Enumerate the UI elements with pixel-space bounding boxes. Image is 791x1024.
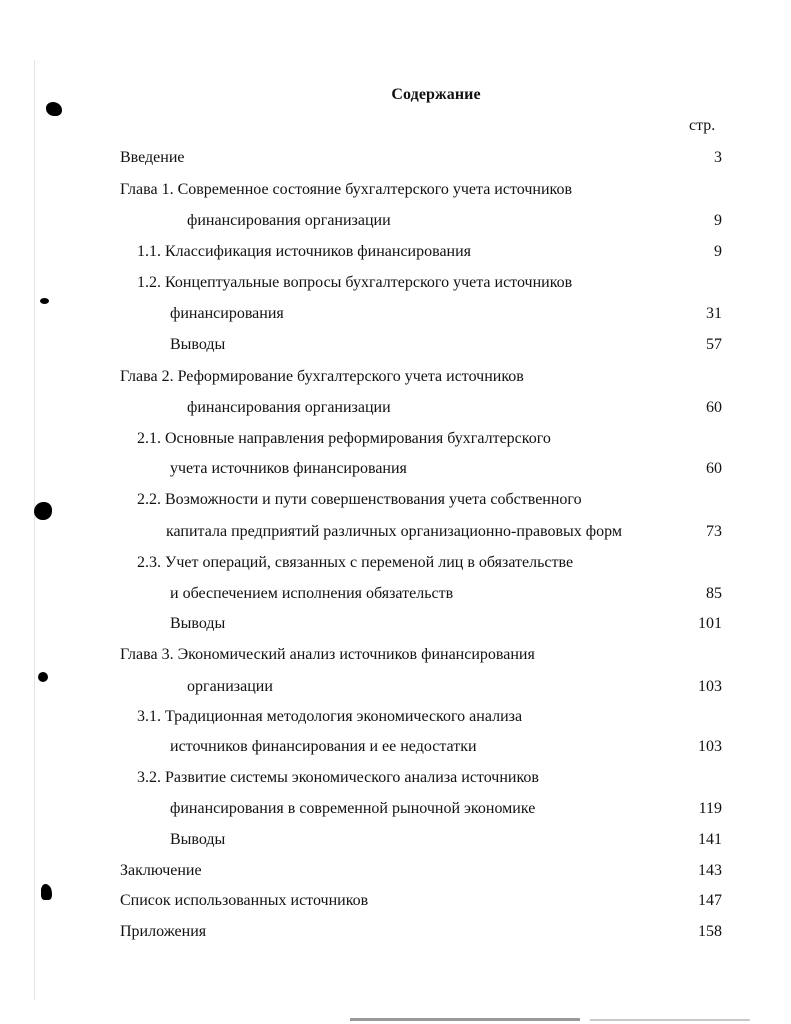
- toc-entry: Заключение: [120, 862, 202, 879]
- toc-page-number: 9: [714, 212, 722, 229]
- toc-entry: Глава 3. Экономический анализ источников финансирования: [120, 646, 535, 663]
- toc-entry: источников финансирования и ее недостатки: [170, 738, 477, 755]
- toc-entry: Список использованных источников: [120, 892, 369, 909]
- toc-page-number: 3: [714, 149, 722, 166]
- scan-blot: [41, 884, 52, 900]
- toc-entry: финансирования организации: [187, 212, 391, 229]
- scan-bottom-mark: [350, 1018, 580, 1021]
- toc-entry: и обеспечением исполнения обязательств: [170, 585, 454, 602]
- scan-bottom-mark: [590, 1019, 750, 1021]
- toc-entry: финансирования: [170, 305, 284, 322]
- toc-page-number: 9: [714, 243, 722, 260]
- toc-entry: Выводы: [170, 336, 226, 353]
- scan-blot: [40, 298, 49, 304]
- toc-entry: 1.2. Концептуальные вопросы бухгалтерского учета источников: [137, 274, 573, 291]
- toc-entry: 3.1. Традиционная методология экономического анализа: [137, 708, 523, 725]
- toc-entry: Выводы: [170, 615, 226, 632]
- toc-entry: финансирования организации: [187, 399, 391, 416]
- toc-page-number: 119: [698, 800, 722, 817]
- toc-page-number: 103: [698, 738, 722, 755]
- toc-page-number: 158: [698, 923, 722, 940]
- toc-page-number: 143: [698, 862, 722, 879]
- toc-entry: 3.2. Развитие системы экономического анализа источников: [137, 769, 539, 786]
- toc-page-number: 141: [698, 831, 722, 848]
- toc-entry: учета источников финансирования: [170, 460, 407, 477]
- toc-entry: Глава 1. Современное состояние бухгалтерского учета источников: [120, 181, 573, 198]
- toc-page-number: 60: [706, 399, 722, 416]
- toc-page-number: 147: [698, 892, 722, 909]
- toc-page-number: 85: [706, 585, 722, 602]
- toc-entry: капитала предприятий различных организационно-правовых форм: [166, 523, 623, 540]
- toc-entry: 2.1. Основные направления реформирования бухгалтерского: [137, 430, 551, 447]
- toc-entry: организации: [187, 678, 273, 695]
- scan-blot: [46, 102, 62, 116]
- toc-entry: Глава 2. Реформирование бухгалтерского учета источников: [120, 368, 524, 385]
- toc-entry: 2.3. Учет операций, связанных с переменой лиц в обязательстве: [137, 554, 574, 571]
- scan-blot: [38, 672, 48, 682]
- toc-entry: Приложения: [120, 923, 207, 940]
- scan-blot: [34, 502, 52, 520]
- toc-entry: финансирования в современной рыночной экономике: [170, 800, 536, 817]
- toc-page-number: 57: [706, 336, 722, 353]
- toc-page-number: 31: [706, 305, 722, 322]
- page-column-label: стр.: [689, 117, 716, 134]
- toc-page-number: 101: [698, 615, 722, 632]
- toc-entry: 2.2. Возможности и пути совершенствования учета собственного: [137, 491, 582, 508]
- toc-page-number: 73: [706, 523, 722, 540]
- scan-edge-line: [34, 60, 35, 1000]
- toc-page-number: 103: [698, 678, 722, 695]
- toc-title: Содержание: [391, 86, 481, 103]
- toc-entry: Выводы: [170, 831, 226, 848]
- toc-entry: Введение: [120, 149, 185, 166]
- toc-page-number: 60: [706, 460, 722, 477]
- toc-entry: 1.1. Классификация источников финансирования: [137, 243, 472, 260]
